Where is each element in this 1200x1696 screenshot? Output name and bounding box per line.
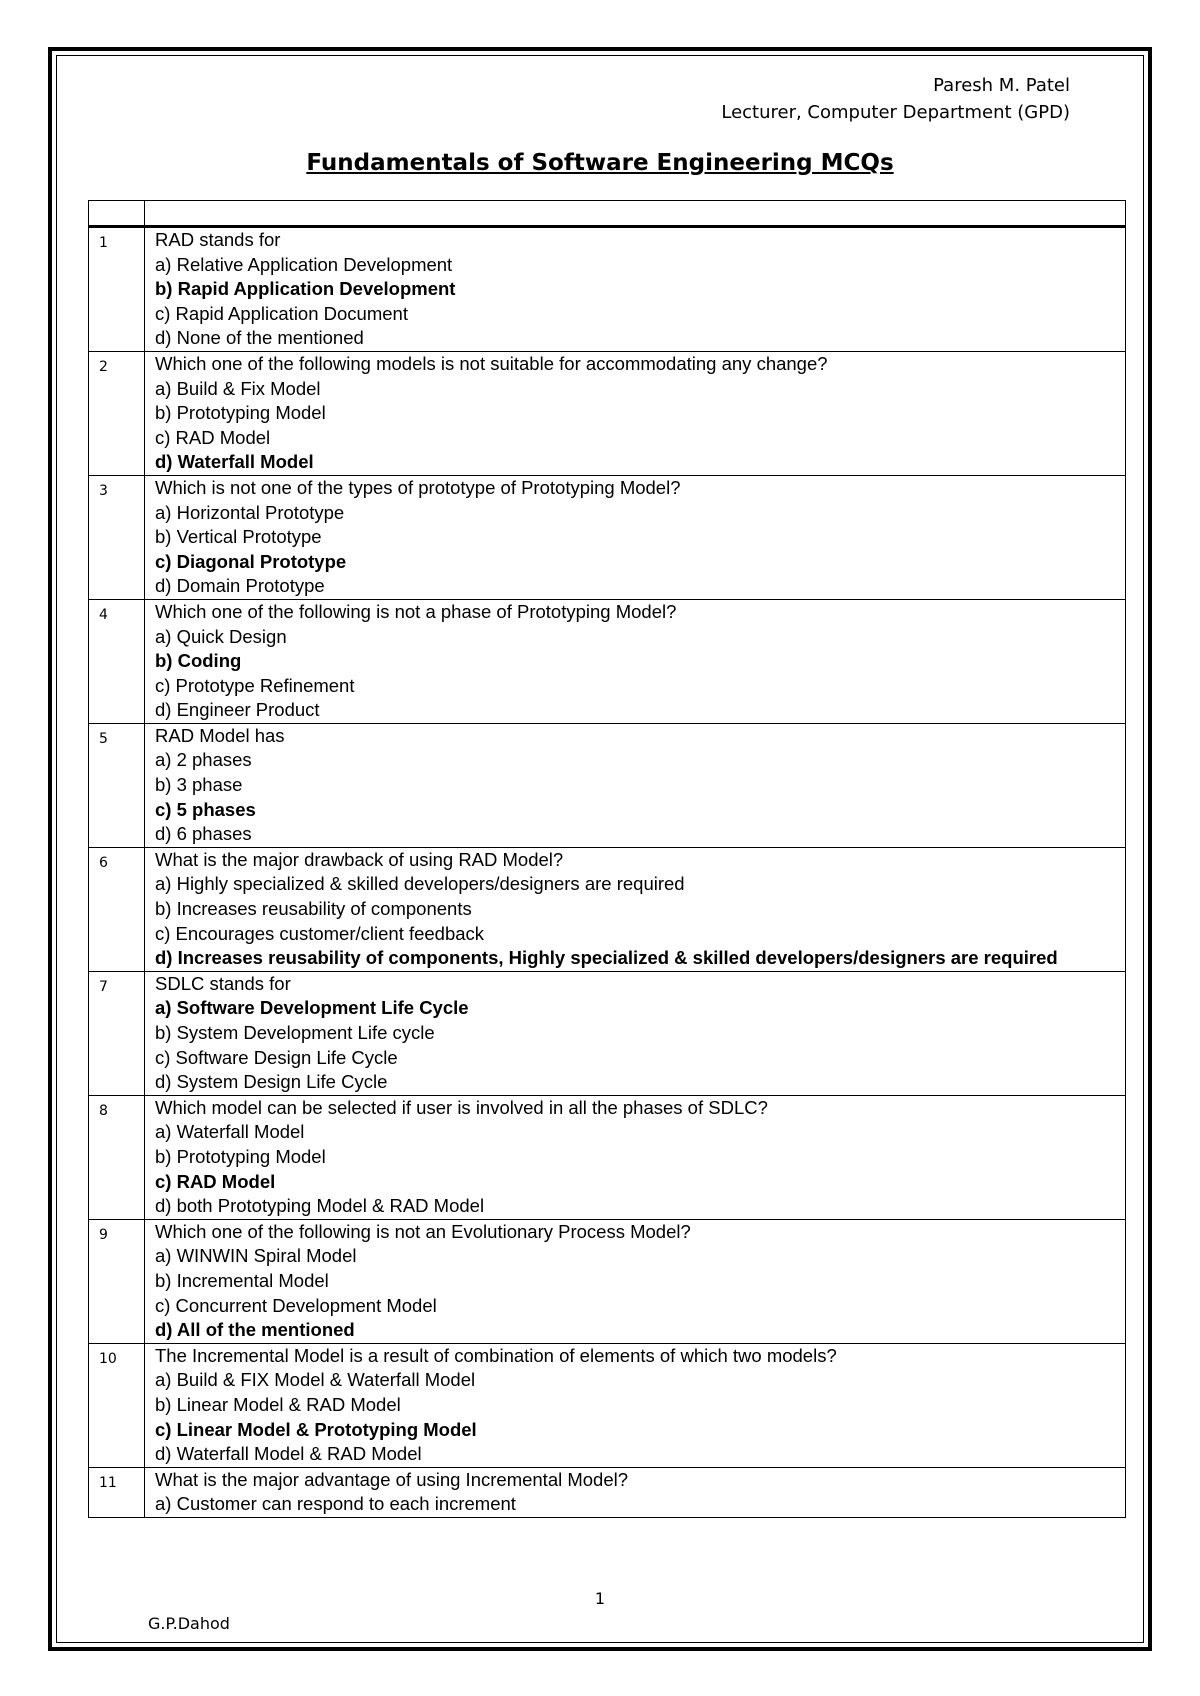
answer-option: d) None of the mentioned <box>155 327 364 349</box>
question-body <box>145 599 1126 723</box>
question-body <box>145 1095 1126 1219</box>
question-row <box>89 723 1126 847</box>
question-row <box>89 351 1126 475</box>
question-text: Which one of the following is not an Evolutionary Process Model? <box>155 1220 691 1242</box>
answer-option: a) Customer can respond to each increment <box>155 1493 516 1515</box>
answer-option: c) RAD Model <box>155 426 271 448</box>
question-number: 11 <box>89 1467 145 1517</box>
question-body <box>145 227 1126 352</box>
answer-option: b) System Development Life cycle <box>155 1022 435 1043</box>
author-block <box>721 72 1070 126</box>
correct-answer-option: b) Rapid Application Development <box>155 278 456 300</box>
header-cell-number <box>89 201 145 227</box>
answer-option: a) Quick Design <box>155 625 287 647</box>
correct-answer-option: c) Diagonal Prototype <box>155 550 347 572</box>
answer-option: a) Build & Fix Model <box>155 377 321 399</box>
header-cell-question <box>145 201 1126 227</box>
answer-option: b) 3 phase <box>155 774 243 796</box>
answer-option: a) 2 phases <box>155 749 252 771</box>
question-body <box>145 1467 1126 1517</box>
question-row <box>89 847 1126 971</box>
answer-option: d) Waterfall Model & RAD Model <box>155 1443 422 1465</box>
correct-answer-option: c) 5 phases <box>155 798 256 820</box>
question-row <box>89 1467 1126 1517</box>
footer-organization: G.P.Dahod <box>148 1614 230 1633</box>
answer-option: b) Prototyping Model <box>155 402 326 424</box>
question-row <box>89 599 1126 723</box>
correct-answer-option: d) Waterfall Model <box>155 451 314 473</box>
answer-option: d) Domain Prototype <box>155 575 325 597</box>
question-text: Which one of the following models is not suitable for accommodating any change? <box>155 352 828 374</box>
question-text: The Incremental Model is a result of combination of elements of which two models? <box>155 1344 837 1366</box>
answer-option: b) Incremental Model <box>155 1269 329 1291</box>
answer-option: c) Prototype Refinement <box>155 674 355 696</box>
answer-option: c) Rapid Application Document <box>155 302 408 324</box>
question-text: SDLC stands for <box>155 972 291 994</box>
correct-answer-option: b) Coding <box>155 650 242 672</box>
answer-option: d) System Design Life Cycle <box>155 1071 388 1093</box>
question-body <box>145 351 1126 475</box>
answer-option: a) Relative Application Development <box>155 253 453 275</box>
question-row <box>89 1343 1126 1467</box>
question-number: 4 <box>89 599 145 723</box>
answer-option: a) Horizontal Prototype <box>155 501 345 523</box>
question-row <box>89 475 1126 599</box>
mcq-table <box>88 200 1126 1518</box>
question-body <box>145 1343 1126 1467</box>
question-text: Which is not one of the types of prototype of Prototyping Model? <box>155 476 681 498</box>
question-row <box>89 1095 1126 1219</box>
question-number: 1 <box>89 227 145 352</box>
page-number: 1 <box>594 1589 606 1608</box>
answer-option: b) Increases reusability of components <box>155 898 472 920</box>
correct-answer-option: d) All of the mentioned <box>155 1319 355 1341</box>
question-text: What is the major drawback of using RAD Model? <box>155 848 564 870</box>
question-number: 8 <box>89 1095 145 1219</box>
question-number: 3 <box>89 475 145 599</box>
question-text: Which one of the following is not a phase of Prototyping Model? <box>155 600 677 622</box>
question-body <box>145 1219 1126 1343</box>
question-text: RAD Model has <box>155 724 285 746</box>
answer-option: c) Software Design Life Cycle <box>155 1046 398 1068</box>
answer-option: d) 6 phases <box>155 823 252 845</box>
answer-option: b) Linear Model & RAD Model <box>155 1393 401 1415</box>
question-text: Which model can be selected if user is involved in all the phases of SDLC? <box>155 1096 768 1118</box>
answer-option: a) WINWIN Spiral Model <box>155 1245 357 1267</box>
question-number: 7 <box>89 971 145 1095</box>
answer-option: a) Build & FIX Model & Waterfall Model <box>155 1369 476 1391</box>
answer-option: d) Engineer Product <box>155 699 320 721</box>
correct-answer-option: d) Increases reusability of components, Highly specialized & skilled developers/designers are required <box>155 947 1058 969</box>
table-header-row <box>89 201 1126 227</box>
question-number: 10 <box>89 1343 145 1467</box>
question-number: 6 <box>89 847 145 971</box>
correct-answer-option: c) Linear Model & Prototyping Model <box>155 1418 477 1440</box>
answer-option: b) Prototyping Model <box>155 1145 326 1167</box>
correct-answer-option: a) Software Development Life Cycle <box>155 997 469 1019</box>
question-body <box>145 847 1126 971</box>
answer-option: c) Encourages customer/client feedback <box>155 922 485 944</box>
question-number: 5 <box>89 723 145 847</box>
question-text: What is the major advantage of using Incremental Model? <box>155 1468 629 1490</box>
question-text: RAD stands for <box>155 229 281 250</box>
answer-option: a) Highly specialized & skilled developers/designers are required <box>155 873 685 895</box>
correct-answer-option: c) RAD Model <box>155 1170 276 1192</box>
question-row <box>89 971 1126 1095</box>
question-body <box>145 971 1126 1095</box>
question-number: 9 <box>89 1219 145 1343</box>
answer-option: a) Waterfall Model <box>155 1121 305 1143</box>
question-body <box>145 723 1126 847</box>
question-number: 2 <box>89 351 145 475</box>
answer-option: d) both Prototyping Model & RAD Model <box>155 1195 485 1217</box>
question-body <box>145 475 1126 599</box>
answer-option: b) Vertical Prototype <box>155 526 322 548</box>
question-row <box>89 1219 1126 1343</box>
author-name: Paresh M. Patel <box>933 75 1070 96</box>
question-row <box>89 227 1126 352</box>
page-title: Fundamentals of Software Engineering MCQs <box>306 150 894 176</box>
answer-option: c) Concurrent Development Model <box>155 1294 437 1316</box>
author-title: Lecturer, Computer Department (GPD) <box>721 102 1070 123</box>
